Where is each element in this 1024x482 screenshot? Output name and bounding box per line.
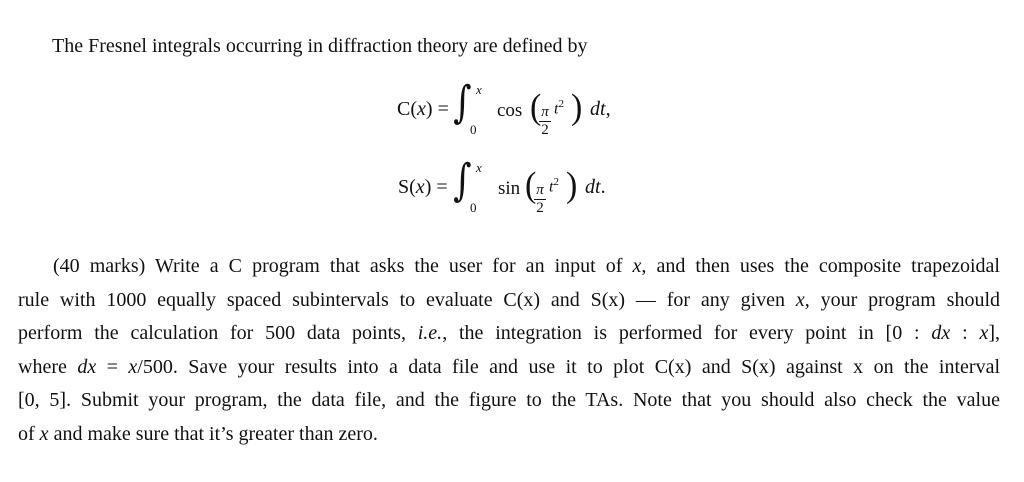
paragraph-line: of x and make sure that it’s greater than zero. bbox=[18, 422, 378, 445]
differential: dt, bbox=[590, 98, 611, 120]
upper-bound: x bbox=[476, 160, 482, 175]
intro-sentence: The Fresnel integrals occurring in diffraction theory are defined by bbox=[52, 35, 588, 57]
left-paren: ( bbox=[530, 88, 542, 127]
paragraph-line: [0, 5]. Submit your program, the data file, and the figure to the TAs. Note that you should also check the value bbox=[18, 389, 1000, 412]
right-paren: ) bbox=[571, 88, 583, 127]
integral-sign: ∫ bbox=[453, 77, 472, 128]
cos-function: cos bbox=[497, 100, 523, 121]
left-paren: ( bbox=[525, 166, 537, 205]
pi-over-two: $\frac{\pi}{2}$ bbox=[539, 99, 551, 138]
paragraph-line: where dx = x/500. Save your results into a data file and use it to plot C(x) and S(x) against x on the interval bbox=[18, 355, 1001, 378]
sin-function: sin bbox=[498, 178, 521, 199]
lhs-s: S(x) = bbox=[398, 176, 448, 198]
integral-sign: ∫ bbox=[453, 155, 472, 206]
paragraph-line: perform the calculation for 500 data points, i.e., the integration is performed for every point in [0 : dx : x], bbox=[18, 322, 1000, 345]
differential: dt. bbox=[585, 176, 606, 198]
t-squared: $t^2$ bbox=[554, 98, 564, 118]
paragraph-line: (40 marks) Write a C program that asks the user for an input of x, and then uses the composite trapezoidal bbox=[53, 255, 1000, 277]
upper-bound: x bbox=[476, 82, 482, 97]
assignment-paragraph bbox=[18, 250, 1000, 452]
right-paren: ) bbox=[566, 166, 578, 205]
lhs-c: C(x) = bbox=[397, 98, 449, 120]
lower-bound: 0 bbox=[470, 200, 477, 215]
paragraph-line: rule with 1000 equally spaced subintervals to evaluate C(x) and S(x) — for any given x, your program should bbox=[18, 288, 1000, 311]
t-squared: $t^2$ bbox=[549, 176, 559, 196]
lower-bound: 0 bbox=[470, 122, 477, 137]
pi-over-two: $\frac{\pi}{2}$ bbox=[534, 177, 546, 216]
